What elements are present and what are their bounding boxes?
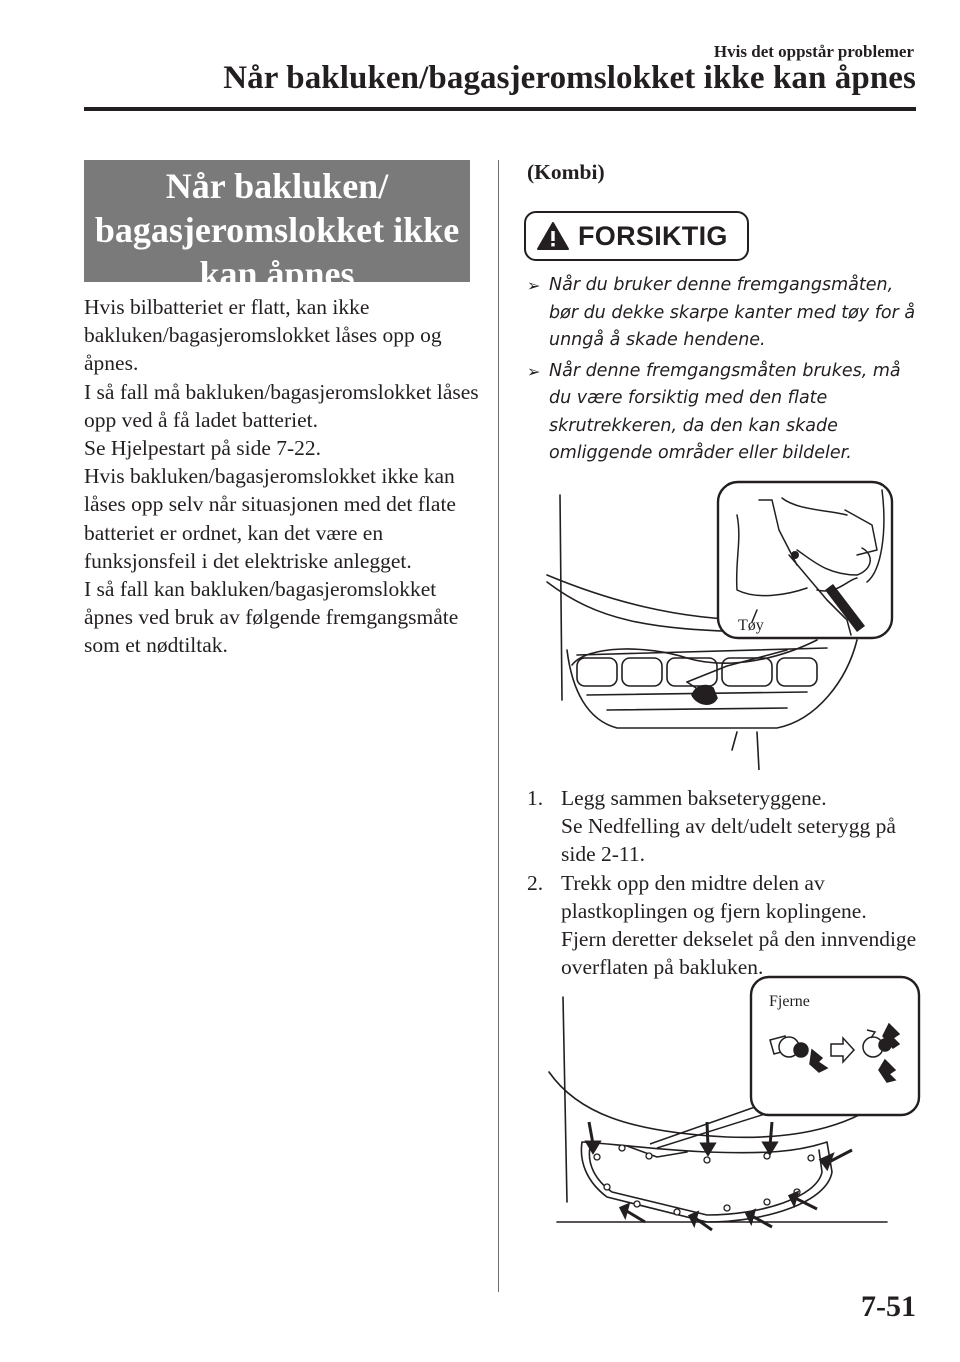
section-heading-box <box>84 160 470 294</box>
arrow-bullet-icon: ➢ <box>527 276 541 295</box>
intro-paragraph: I så fall kan bakluken/bagasjeromslokket åpnes ved bruk av følgende fremgangsmåte som et nødtiltak. <box>84 577 459 658</box>
figure1-label: Tøy <box>738 617 764 634</box>
step-item <box>527 784 927 869</box>
steps-list <box>527 784 927 981</box>
figure2-label: Fjerne <box>769 993 810 1010</box>
running-header-section: Hvis det oppstår problemer <box>713 42 914 61</box>
arrow-bullet-icon: ➢ <box>527 361 541 381</box>
page-number: 7-51 <box>861 1290 916 1323</box>
intro-text <box>84 293 484 660</box>
step-number: 2. <box>527 870 544 895</box>
step-text: Trekk opp den midtre delen av plastkoplingen og fjern koplingene. <box>561 870 867 923</box>
section-heading-line-3: kan åpnes <box>199 254 355 294</box>
section-heading-line-2: bagasjeromslokket ikke <box>94 210 460 250</box>
clip-removal-illustration <box>527 972 927 1262</box>
intro-paragraph: Se Hjelpestart på side 7-22. <box>84 436 322 461</box>
caution-list <box>527 272 927 471</box>
step-text: Legg sammen bakseteryggene. <box>561 786 827 810</box>
step-number: 1. <box>527 786 544 810</box>
caution-item-text: Når du bruker denne fremgangsmåten, bør du dekke skarpe kanter med tøy for å unngå å skade hendene. <box>549 275 916 350</box>
intro-paragraph: Hvis bilbatteriet er flatt, kan ikke bakluken/bagasjeromslokket låses opp og åpnes. <box>84 295 442 376</box>
caution-label: FORSIKTIG <box>578 220 728 251</box>
step-item <box>527 869 927 982</box>
screwdriver-illustration <box>527 470 927 770</box>
caution-item <box>527 358 927 468</box>
section-heading-line-1: Når bakluken/ <box>165 166 389 206</box>
caution-item-text: Når denne fremgangsmåten brukes, må du være forsiktig med den flate skrutrekkeren, da den kan skade omliggende områder eller bildeler. <box>549 360 901 463</box>
header-rule <box>84 107 916 111</box>
caution-box <box>524 211 749 261</box>
step-text: Fjern deretter dekselet på den innvendige overflaten på bakluken. <box>561 927 917 980</box>
warning-triangle-icon <box>536 221 570 251</box>
variant-label: (Kombi) <box>527 160 605 184</box>
caution-item <box>527 272 927 355</box>
running-header-title: Når bakluken/bagasjeromslokket ikke kan åpnes <box>223 60 916 96</box>
intro-paragraph: I så fall må bakluken/bagasjeromslokket låses opp ved å få ladet batteriet. <box>84 379 479 432</box>
column-divider <box>498 160 499 1292</box>
step-text: Se Nedfelling av delt/udelt seterygg på side 2-11. <box>561 814 896 867</box>
intro-paragraph: Hvis bakluken/bagasjeromslokket ikke kan låses opp selv når situasjonen med det flate batteriet er ordnet, kan det være en funksjonsfeil i det elektriske anlegget. <box>84 464 456 573</box>
